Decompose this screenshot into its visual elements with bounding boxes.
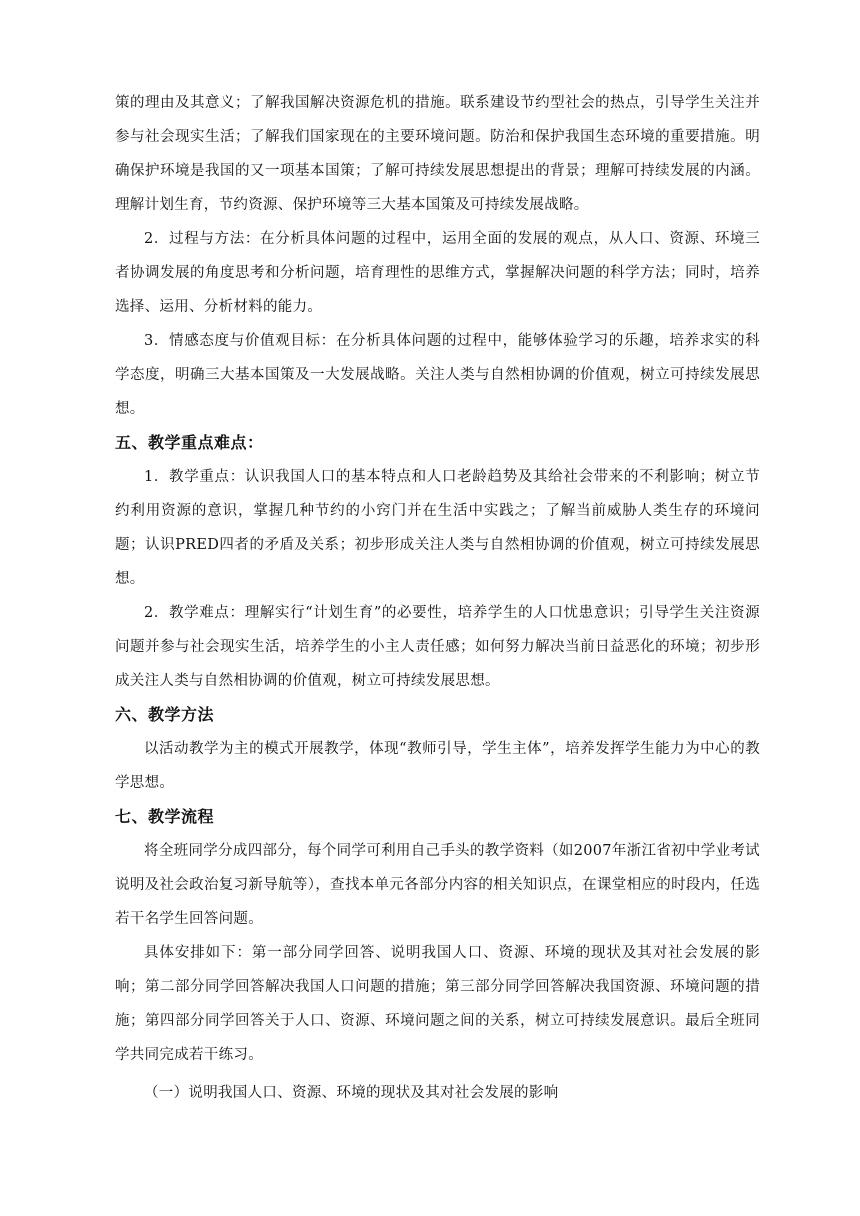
- heading-key-points: 五、教学重点难点：: [115, 433, 264, 452]
- paragraph-process-arrangement: 具体安排如下：第一部分同学回答、说明我国人口、资源、环境的现状及其对社会发展的影响；第二部分同学回答解决我国人口问题的措施；第三部分同学回答解决我国资源、环境问题的措施；第四部分同学回答关于人口、资源、环境问题之间的关系，树立可持续发展意识。最后全班同学共同完成若干练习。: [115, 945, 760, 1063]
- paragraph-difficult-point: 2．教学难点：理解实行“计划生育”的必要性，培养学生的人口忧患意识；引导学生关注资源问题并参与社会现实生活，培养学生的小主人责任感；如何努力解决当前日益恶化的环境；初步形成关注人类与自然相协调的价值观，树立可持续发展思想。: [115, 605, 760, 689]
- paragraph-teaching-methods: 以活动教学为主的模式开展教学，体现“教师引导，学生主体”，培养发挥学生能力为中心的教学思想。: [115, 741, 760, 791]
- heading-teaching-process: 七、教学流程: [115, 807, 215, 826]
- paragraph-emotion-values: 3．情感态度与价值观目标：在分析具体问题的过程中，能够体验学习的乐趣，培养求实的科学态度，明确三大基本国策及一大发展战略。关注人类与自然相协调的价值观，树立可持续发展思想。: [115, 333, 760, 417]
- subheading-section-one: （一）说明我国人口、资源、环境的现状及其对社会发展的影响: [144, 1085, 559, 1101]
- paragraph-key-point: 1．教学重点：认识我国人口的基本特点和人口老龄趋势及其给社会带来的不利影响；树立节约利用资源的意识，掌握几种节约的小窍门并在生活中实践之；了解当前威胁人类生存的环境问题；认识PRED四者的矛盾及关系；初步形成关注人类与自然相协调的价值观，树立可持续发展思想。: [115, 469, 760, 587]
- paragraph-objectives-continued: 策的理由及其意义；了解我国解决资源危机的措施。联系建设节约型社会的热点，引导学生关注并参与社会现实生活；了解我们国家现在的主要环境问题。防治和保护我国生态环境的重要措施。明确保护环境是我国的又一项基本国策；了解可持续发展思想提出的背景；理解可持续发展的内涵。理解计划生育，节约资源、保护环境等三大基本国策及可持续发展战略。: [115, 95, 760, 213]
- heading-teaching-methods: 六、教学方法: [115, 705, 215, 724]
- paragraph-process-grouping: 将全班同学分成四部分，每个同学可利用自己手头的教学资料（如2007年浙江省初中学业考试说明及社会政治复习新导航等），查找本单元各部分内容的相关知识点，在课堂相应的时段内，任选若干名学生回答问题。: [115, 843, 760, 927]
- paragraph-process-methods: 2．过程与方法：在分析具体问题的过程中，运用全面的发展的观点，从人口、资源、环境三者协调发展的角度思考和分析问题，培育理性的思维方式，掌握解决问题的科学方法；同时，培养选择、运用、分析材料的能力。: [115, 231, 760, 315]
